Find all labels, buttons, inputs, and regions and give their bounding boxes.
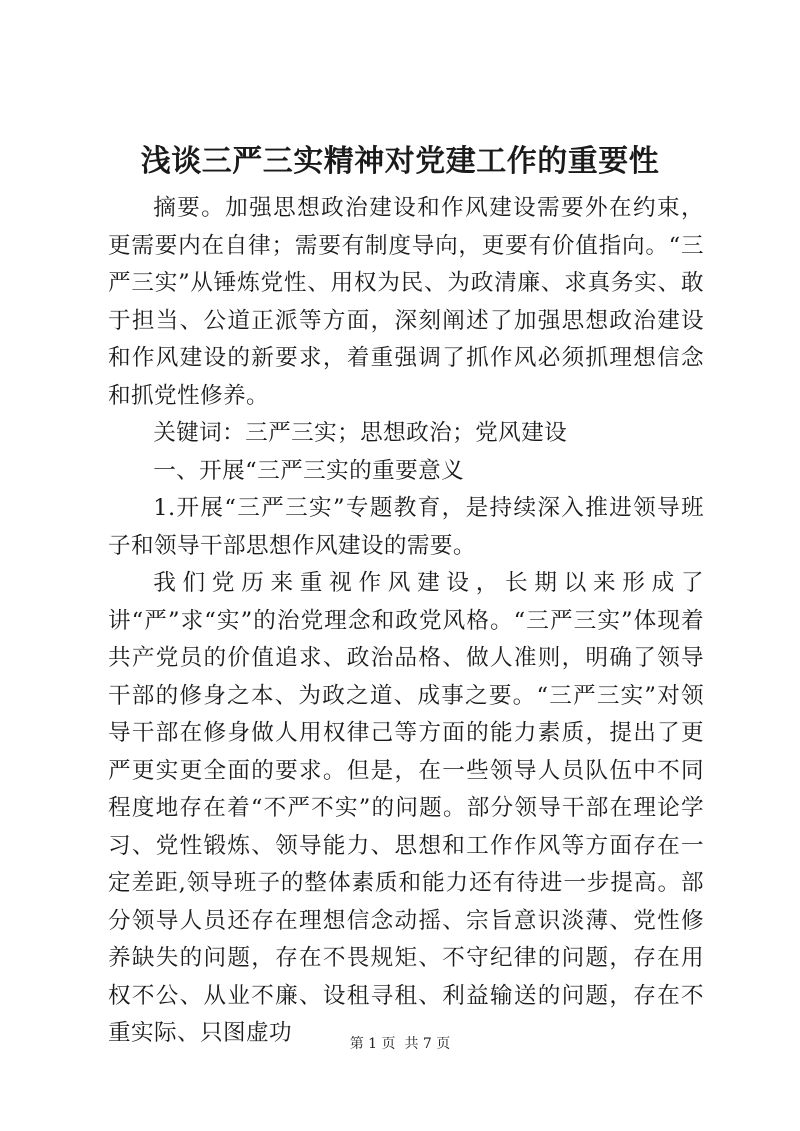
subsection-paragraph: 1.开展“三严三实”专题教育，是持续深入推进领导班子和领导干部思想作风建设的需要。 xyxy=(108,495,704,559)
page-number: 第 1 页 xyxy=(349,1036,396,1052)
keywords-paragraph: 关键词：三严三实；思想政治；党风建设 xyxy=(153,420,568,446)
section-heading: 一、开展“三严三实的重要意义 xyxy=(153,457,465,484)
document-body xyxy=(108,190,704,1053)
document-title: 浅谈三严三实精神对党建工作的重要性 xyxy=(140,144,660,179)
page-total: 共 7 页 xyxy=(404,1036,451,1052)
page-footer xyxy=(0,1034,800,1054)
body-paragraph: 我们党历来重视作风建设，长期以来形成了讲“严”求“实”的治党理念和政党风格。“三严三实”体现着共产党员的价值追求、政治品格、做人准则，明确了领导干部的修身之本、为政之道、成事之要。“三严三实”对领导干部在修身做人用权律己等方面的能力素质，提出了更严更实更全面的要求。但是，在一些领导人员队伍中不同程度地存在着“不严不实”的问题。部分领导干部在理论学习、党性锻炼、领导能力、思想和工作作风等方面存在一定差距,领导班子的整体素质和能力还有待进一步提高。部分领导人员还存在理想信念动摇、宗旨意识淡薄、党性修养缺失的问题，存在不畏规矩、不守纪律的问题，存在用权不公、从业不廉、设租寻租、利益输送的问题，存在不重实际、只图虚功 xyxy=(108,570,704,1046)
abstract-paragraph: 摘要。加强思想政治建设和作风建设需要外在约束，更需要内在自律；需要有制度导向，更要有价值指向。“三严三实”从锤炼党性、用权为民、为政清廉、求真务实、敢于担当、公道正派等方面，深刻阐述了加强思想政治建设和作风建设的新要求，着重强调了抓作风必须抓理想信念和抓党性修养。 xyxy=(108,195,704,409)
